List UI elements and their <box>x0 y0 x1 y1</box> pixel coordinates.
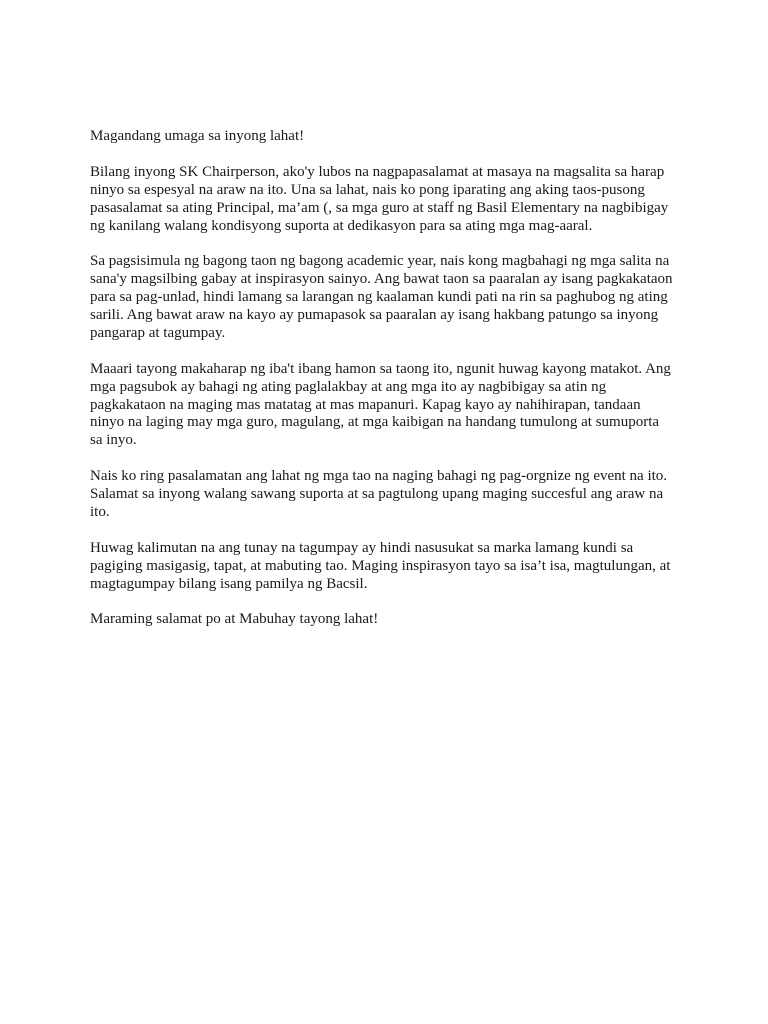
academic-year-paragraph: Sa pagsisimula ng bagong taon ng bagong academic year, nais kong magbahagi ng mga salita na sana'y magsilbing gabay at inspirasyon sainyo. Ang bawat taon sa paaralan ay isang pagkakataon para sa pag-unlad, hindi lamang sa larangan ng kaalaman kundi pati na rin sa paghubog ng ating sarili. Ang bawat araw na kayo ay pumapasok sa paaralan ay isang hakbang patungo sa inyong pangarap at tagumpay. <box>90 253 673 341</box>
closing-paragraph: Maraming salamat po at Mabuhay tayong lahat! <box>90 611 379 628</box>
challenges-paragraph: Maaari tayong makaharap ng iba't ibang hamon sa taong ito, ngunit huwag kayong matakot. Ang mga pagsubok ay bahagi ng ating paglalakbay at ang mga ito ay nagbibigay sa atin ng pagkakataon na maging mas matatag at mas mapanuri. Kapag kayo ay nahihirapan, tandaan ninyo na laging may mga guro, magulang, at mga kaibigan na handang tumulong at sumuporta sa inyo. <box>90 360 671 449</box>
success-paragraph: Huwag kalimutan na ang tunay na tagumpay ay hindi nasusukat sa marka lamang kundi sa pagiging masigasig, tapat, at mabuting tao. Maging inspirasyon tayo sa isa’t isa, magtulungan, at magtagumpay bilang isang pamilya ng Bacsil. <box>90 539 671 592</box>
speech-body <box>90 128 682 647</box>
thanks-paragraph: Nais ko ring pasalamatan ang lahat ng mga tao na naging bahagi ng pag-orgnize ng event na ito. Salamat sa inyong walang sawang suporta at sa pagtulong upang maging succesful ang araw na ito. <box>90 468 668 520</box>
greeting-paragraph: Magandang umaga sa inyong lahat! <box>90 128 305 144</box>
intro-paragraph: Bilang inyong SK Chairperson, ako'y lubos na nagpapasalamat at masaya na magsalita sa harap ninyo sa espesyal na araw na ito. Una sa lahat, nais ko pong iparating ang aking taos-pusong pasasalamat sa ating Principal, ma’am (, sa mga guro at staff ng Basil Elementary na nagbibigay ng kanilang walang kondisyong suporta at dedikasyon para sa ating mga mag-aaral. <box>90 163 669 234</box>
